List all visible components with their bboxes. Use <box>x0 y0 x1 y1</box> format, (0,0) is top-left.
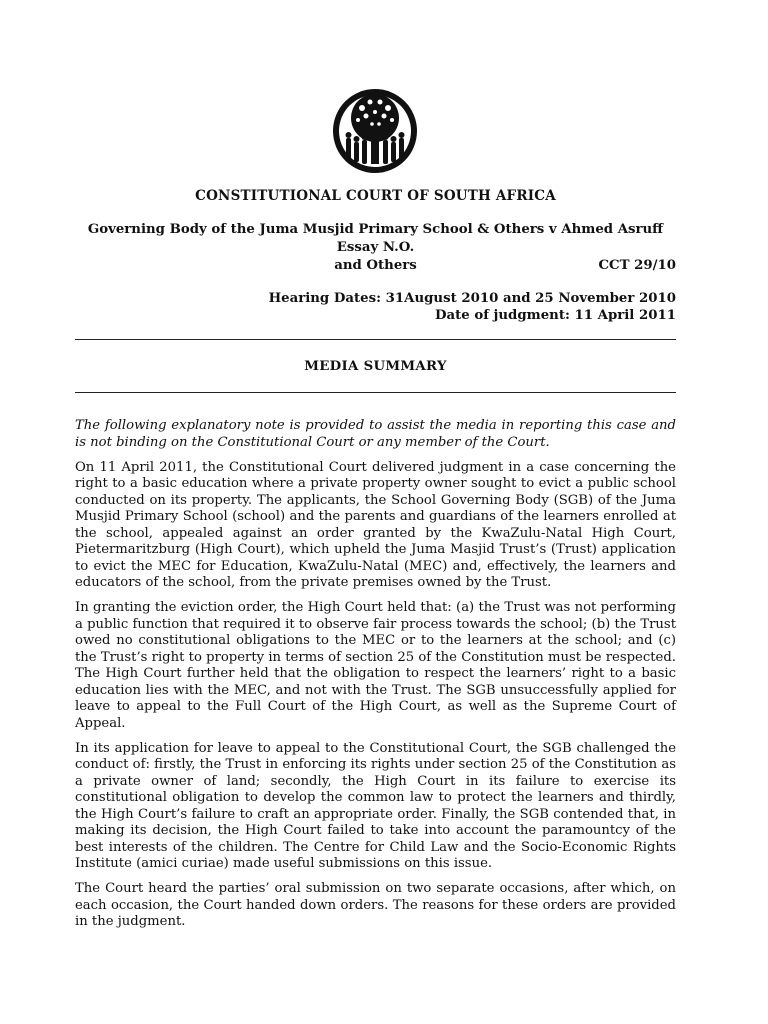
summary-body <box>75 418 676 939</box>
divider-bottom <box>75 392 676 393</box>
judgment-date: Date of judgment: 11 April 2011 <box>434 308 676 323</box>
paragraph-3: In its application for leave to appeal to the Constitutional Court, the SGB challenged the conduct of: firstly, the Trust in enforcing its rights under section 25 of the Constitution as a private owner of land; secondly, the High Court in its failure to exercise its constitutional obligation to develop the common law to protect the learners and thirdly, the High Court’s failure to craft an appropriate order. Finally, the SGB contended that, in making its decision, the High Court failed to take into account the paramountcy of the best interests of the children. The Centre for Child Law and the Socio-Economic Rights Institute (amici curiae) made useful submissions on this issue. <box>75 740 676 871</box>
case-number: CCT 29/10 <box>598 258 676 273</box>
court-name: CONSTITUTIONAL COURT OF SOUTH AFRICA <box>195 188 556 204</box>
hearing-info <box>269 290 676 324</box>
constitutional-court-tree-logo-icon <box>332 88 418 174</box>
paragraph-2: In granting the eviction order, the High Court held that: (a) the Trust was not performing a public function that required it to observe fair process towards the school; (b) the Trust owed no constitutional obligations to the MEC or to the learners at the school; and (c) the Trust’s right to property in terms of section 25 of the Constitution must be respected. The High Court further held that the obligation to respect the learners’ right to a basic education lies with the MEC, and not with the Trust. The SGB unsuccessfully applied for leave to appeal to the Full Court of the High Court, as well as the Supreme Court of Appeal. <box>75 600 676 731</box>
paragraph-4: The Court heard the parties’ oral submission on two separate occasions, after which, on each occasion, the Court handed down orders. The reasons for these orders are provided in the judgment. <box>75 881 676 929</box>
hearing-dates: Hearing Dates: 31August 2010 and 25 November 2010 <box>268 291 676 306</box>
case-title <box>75 221 676 275</box>
divider-top <box>75 339 676 340</box>
case-title-line1: Governing Body of the Juma Musjid Primary School & Others v Ahmed Asruff Essay N.O. <box>87 222 664 255</box>
paragraph-1: On 11 April 2011, the Constitutional Court delivered judgment in a case concerning the right to a basic education where a private property owner sought to evict a public school conducted on its property. The applicants, the School Governing Body (SGB) of the Juma Musjid Primary School (school) and the parents and guardians of the learners enrolled at the school, appealed against an order granted by the KwaZulu-Natal High Court, Pietermaritzburg (High Court), which upheld the Juma Masjid Trust’s (Trust) application to evict the MEC for Education, KwaZulu-Natal (MEC) and, effectively, the learners and educators of the school, from the private premises owned by the Trust. <box>75 459 676 590</box>
case-title-line2: and Others <box>334 258 417 273</box>
media-summary-heading: MEDIA SUMMARY <box>304 359 447 374</box>
explanatory-note: The following explanatory note is provided to assist the media in reporting this case and is not binding on the Constitutional Court or any member of the Court. <box>75 418 676 450</box>
